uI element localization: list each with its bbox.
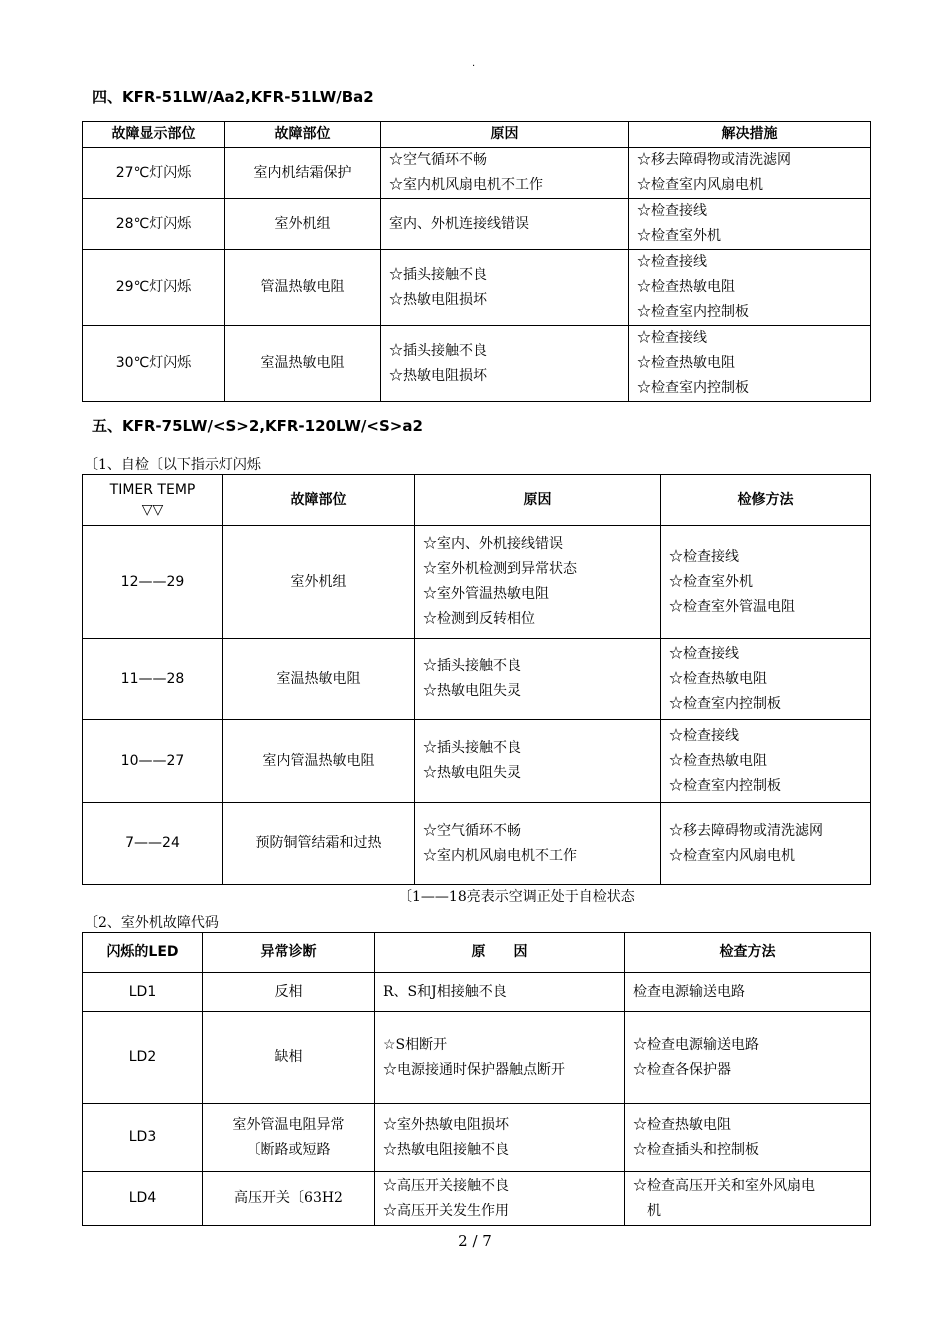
cause-line: ☆S相断开 xyxy=(383,1036,448,1053)
header-cell: 解决措施 xyxy=(629,122,871,148)
header-cell: 闪烁的LED xyxy=(83,933,203,973)
self-check-table xyxy=(82,474,871,885)
table-row xyxy=(83,1104,871,1172)
method-line: ☆检查室外机 xyxy=(669,573,753,590)
method-line: ☆检查热敏电阻 xyxy=(633,1116,731,1133)
header-cell: 原因 xyxy=(415,475,661,526)
cause-line: ☆插头接触不良 xyxy=(389,266,487,283)
cause-cell xyxy=(381,199,629,250)
table-row xyxy=(83,148,871,199)
method-cell xyxy=(661,526,871,639)
cause-line: 室内、外机连接线错误 xyxy=(389,215,529,232)
cause-line: ☆室内、外机接线错误 xyxy=(423,536,563,552)
method-cell xyxy=(625,1104,871,1172)
diag-cell xyxy=(203,1104,375,1172)
part-cell: 室温热敏电阻 xyxy=(225,326,381,402)
page-number: 2 / 7 xyxy=(458,1232,492,1250)
method-line: ☆检查室外管温电阻 xyxy=(669,598,795,615)
table-row xyxy=(83,973,871,1012)
led-cell: 7——24 xyxy=(83,803,223,885)
cause-cell xyxy=(415,720,661,803)
header-cell xyxy=(83,475,223,526)
cause-line: ☆插头接触不良 xyxy=(389,342,487,359)
cause-line: ☆室外管温热敏电阻 xyxy=(423,586,549,602)
diag-cell xyxy=(203,973,375,1012)
cause-line: ☆空气循环不畅 xyxy=(389,152,487,168)
method-line: ☆检查插头和控制板 xyxy=(633,1141,759,1158)
cause-line: ☆室内机风扇电机不工作 xyxy=(423,847,577,864)
cause-line: ☆室外机检测到异常状态 xyxy=(423,561,577,577)
solution-line: ☆移去障碍物或清洗滤网 xyxy=(637,152,791,168)
cause-line: ☆高压开关发生作用 xyxy=(383,1202,509,1219)
cause-line: ☆高压开关接触不良 xyxy=(383,1177,509,1194)
table-row xyxy=(83,639,871,720)
method-line: ☆检查接线 xyxy=(669,645,739,662)
solution-line: ☆检查室外机 xyxy=(637,228,721,244)
outdoor-fault-table xyxy=(82,932,871,1226)
cause-cell xyxy=(375,1172,625,1226)
display-cell: 29℃灯闪烁 xyxy=(83,250,225,326)
solution-line: ☆检查接线 xyxy=(637,203,707,219)
cause-cell xyxy=(381,148,629,199)
cause-cell xyxy=(375,1012,625,1104)
part-cell: 室外机组 xyxy=(225,199,381,250)
method-line: ☆移去障碍物或清洗滤网 xyxy=(669,822,823,839)
led-cell: LD1 xyxy=(83,973,203,1012)
table-header-row xyxy=(83,933,871,973)
table-row xyxy=(83,803,871,885)
table-row xyxy=(83,1172,871,1226)
method-cell xyxy=(661,720,871,803)
cause-line: ☆插头接触不良 xyxy=(423,740,521,756)
diag-line: 〔断路或短路 xyxy=(246,1141,331,1158)
section-4-title: 四、KFR-51LW/Aa2,KFR-51LW/Ba2 xyxy=(92,88,374,106)
method-line: ☆检查热敏电阻 xyxy=(669,670,767,687)
led-cell: 10——27 xyxy=(83,720,223,803)
method-line: ☆检查室内风扇电机 xyxy=(669,847,795,864)
cause-line: ☆空气循环不畅 xyxy=(423,822,521,839)
header-cell: 原因 xyxy=(381,122,629,148)
method-cell xyxy=(625,1012,871,1104)
cause-line: ☆室内机风扇电机不工作 xyxy=(389,177,543,193)
header-cell: 异常诊断 xyxy=(203,933,375,973)
method-line: 检查电源输送电路 xyxy=(633,983,745,1000)
header-line: ▽▽ xyxy=(141,502,164,518)
diag-line: 反相 xyxy=(274,983,303,1000)
led-cell: LD2 xyxy=(83,1012,203,1104)
table-header-row xyxy=(83,475,871,526)
method-line: ☆检查室内控制板 xyxy=(669,695,781,712)
diag-line: 缺相 xyxy=(274,1049,303,1065)
cause-line: ☆热敏电阻失灵 xyxy=(423,683,521,699)
table-header-row xyxy=(83,122,871,148)
led-cell: 12——29 xyxy=(83,526,223,639)
solution-line: ☆检查接线 xyxy=(637,330,707,346)
outdoor-fault-caption: 〔2、室外机故障代码 xyxy=(84,915,219,931)
cause-line: ☆热敏电阻接触不良 xyxy=(383,1141,509,1158)
method-line: ☆检查室内控制板 xyxy=(669,777,781,794)
header-cell: 故障部位 xyxy=(225,122,381,148)
part-cell: 室外机组 xyxy=(223,526,415,639)
cause-line: R、S和J相接触不良 xyxy=(383,983,507,1000)
part-cell: 室内管温热敏电阻 xyxy=(223,720,415,803)
header-dot: . xyxy=(472,58,476,69)
cause-cell xyxy=(415,639,661,720)
header-cell: 检修方法 xyxy=(661,475,871,526)
header-cell: 故障显示部位 xyxy=(83,122,225,148)
solution-line: ☆检查室内风扇电机 xyxy=(637,177,763,193)
table-row xyxy=(83,720,871,803)
header-line: TIMER TEMP xyxy=(109,482,196,498)
solution-line: ☆检查室内控制板 xyxy=(637,380,749,396)
cause-cell xyxy=(381,326,629,402)
cause-cell xyxy=(375,1104,625,1172)
cause-line: ☆室外热敏电阻损坏 xyxy=(383,1116,509,1133)
table-row xyxy=(83,526,871,639)
section-4-table xyxy=(82,121,871,402)
method-line: ☆检查热敏电阻 xyxy=(669,752,767,769)
method-cell xyxy=(661,803,871,885)
cause-line: ☆电源接通时保护器触点断开 xyxy=(383,1061,565,1078)
solution-line: ☆检查室内控制板 xyxy=(637,304,749,320)
header-cell: 原 因 xyxy=(375,933,625,973)
method-line: ☆检查接线 xyxy=(669,548,739,565)
diag-cell xyxy=(203,1172,375,1226)
self-check-caption: 〔1、自检〔以下指示灯闪烁 xyxy=(84,457,261,473)
table-row xyxy=(83,326,871,402)
section-5-title: 五、KFR-75LW/<S>2,KFR-120LW/<S>a2 xyxy=(92,417,423,435)
cause-cell xyxy=(415,526,661,639)
part-cell: 室温热敏电阻 xyxy=(223,639,415,720)
solution-line: ☆检查热敏电阻 xyxy=(637,279,735,295)
table-row xyxy=(83,250,871,326)
method-line: 机 xyxy=(633,1202,661,1219)
method-line: ☆检查各保护器 xyxy=(633,1061,731,1078)
solution-line: ☆检查热敏电阻 xyxy=(637,355,735,371)
part-cell: 预防铜管结霜和过热 xyxy=(223,803,415,885)
cause-line: ☆检测到反转相位 xyxy=(423,611,535,627)
table-row xyxy=(83,1012,871,1104)
display-cell: 30℃灯闪烁 xyxy=(83,326,225,402)
part-cell: 管温热敏电阻 xyxy=(225,250,381,326)
method-line: ☆检查高压开关和室外风扇电 xyxy=(633,1177,815,1194)
solution-cell xyxy=(629,148,871,199)
display-cell: 28℃灯闪烁 xyxy=(83,199,225,250)
diag-line: 室外管温电阻异常 xyxy=(232,1116,345,1133)
solution-cell xyxy=(629,326,871,402)
method-cell xyxy=(625,973,871,1012)
cause-line: ☆热敏电阻失灵 xyxy=(423,765,521,781)
solution-line: ☆检查接线 xyxy=(637,254,707,270)
cause-line: ☆插头接触不良 xyxy=(423,658,521,674)
solution-cell xyxy=(629,250,871,326)
header-cell: 检查方法 xyxy=(625,933,871,973)
led-cell: LD4 xyxy=(83,1172,203,1226)
solution-cell xyxy=(629,199,871,250)
cause-cell xyxy=(375,973,625,1012)
method-line: ☆检查电源输送电路 xyxy=(633,1036,759,1053)
method-cell xyxy=(661,639,871,720)
part-cell: 室内机结霜保护 xyxy=(225,148,381,199)
method-line: ☆检查接线 xyxy=(669,727,739,744)
led-cell: 11——28 xyxy=(83,639,223,720)
cause-line: ☆热敏电阻损坏 xyxy=(389,367,487,384)
led-cell: LD3 xyxy=(83,1104,203,1172)
header-cell: 故障部位 xyxy=(223,475,415,526)
method-cell xyxy=(625,1172,871,1226)
display-cell: 27℃灯闪烁 xyxy=(83,148,225,199)
diag-line: 高压开关〔63H2 xyxy=(234,1190,343,1206)
cause-cell xyxy=(381,250,629,326)
cause-line: ☆热敏电阻损坏 xyxy=(389,291,487,308)
diag-cell xyxy=(203,1012,375,1104)
table-row xyxy=(83,199,871,250)
self-check-note: 〔1——18亮表示空调正处于自检状态 xyxy=(398,889,635,905)
cause-cell xyxy=(415,803,661,885)
